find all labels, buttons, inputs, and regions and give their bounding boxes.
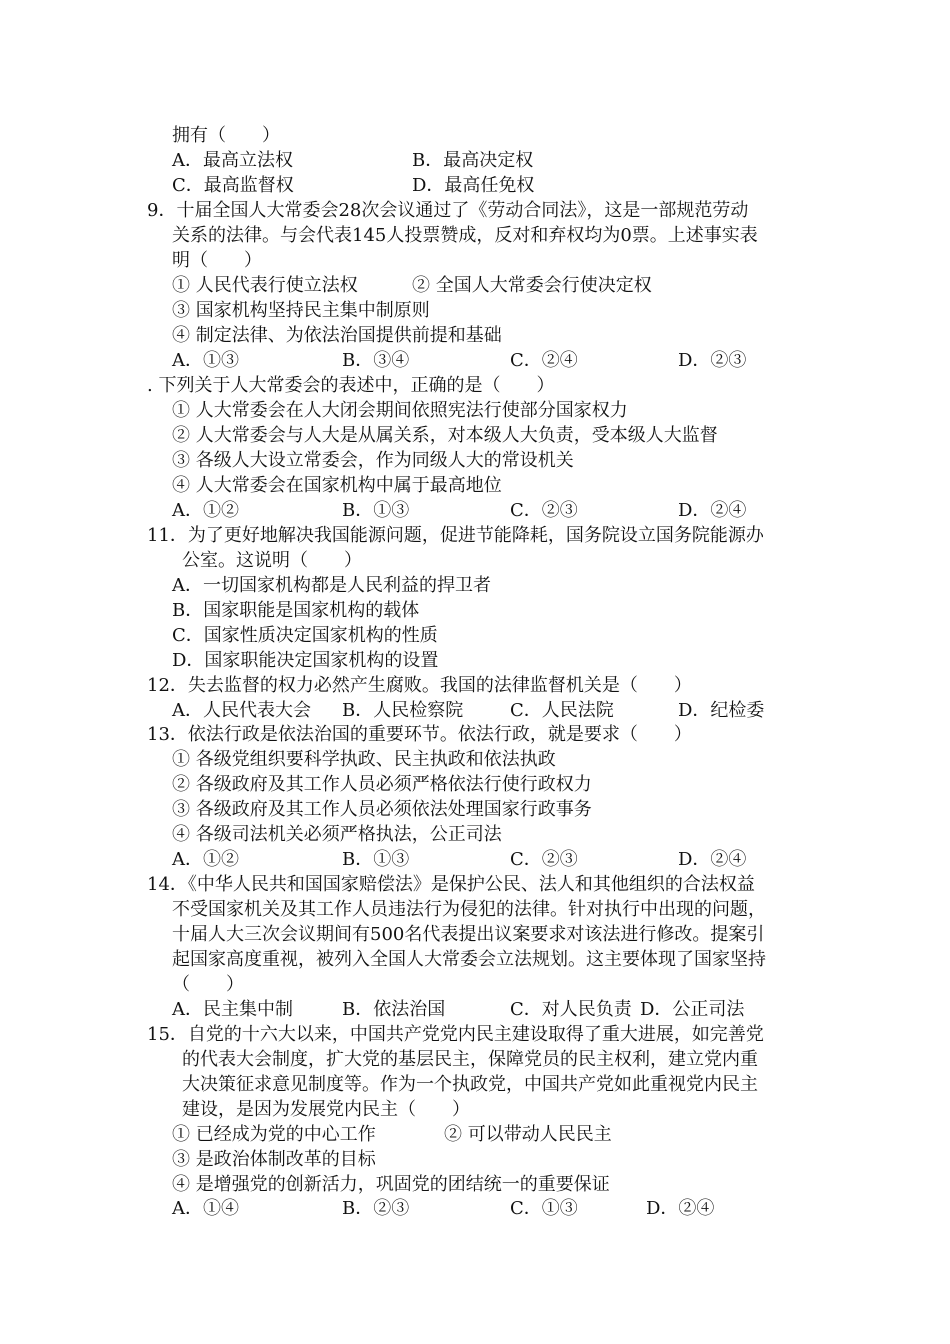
q12-option-c: C．人民法院 xyxy=(510,700,614,721)
q12-option-a: A．人民代表大会 xyxy=(172,700,311,721)
q15-stem-line4: 建设，是因为发展党内民主（ ） xyxy=(182,1099,470,1120)
q15-stem-line1: 15．自党的十六大以来，中国共产党党内民主建设取得了重大进展，如完善党 xyxy=(147,1024,764,1045)
q11-option-c: C．国家性质决定国家机构的性质 xyxy=(172,625,438,646)
q11-stem-line1: 11．为了更好地解决我国能源问题，促进节能降耗，国务院设立国务院能源办 xyxy=(147,525,764,546)
q14-option-c: C．对人民负责 xyxy=(510,999,632,1020)
q9-stem-line2: 关系的法律。与会代表145人投票赞成，反对和弃权均为0票。上述事实表 xyxy=(172,225,758,246)
q13-option-a: A．①② xyxy=(172,849,239,870)
q14-option-b: B．依法治国 xyxy=(342,999,446,1020)
q11-option-a: A．一切国家机构都是人民利益的捍卫者 xyxy=(172,575,491,596)
q14-option-d: D．公正司法 xyxy=(640,999,745,1020)
q10-statement-4: ④ 人大常委会在国家机构中属于最高地位 xyxy=(172,475,502,496)
q15-statement-3: ③ 是政治体制改革的目标 xyxy=(172,1149,376,1170)
q15-option-d: D．②④ xyxy=(646,1198,715,1219)
q13-option-c: C．②③ xyxy=(510,849,578,870)
q14-stem-line5: （ ） xyxy=(172,974,244,995)
q10-statement-2: ② 人大常委会与人大是从属关系，对本级人大负责，受本级人大监督 xyxy=(172,425,718,446)
q13-statement-2: ② 各级政府及其工作人员必须严格依法行使行政权力 xyxy=(172,774,592,795)
q9-statement-1: ① 人民代表行使立法权 xyxy=(172,275,358,296)
q8-option-d: D．最高任免权 xyxy=(412,175,535,196)
q9-stem-line3: 明（ ） xyxy=(172,250,262,271)
q15-option-b: B．②③ xyxy=(342,1198,410,1219)
q15-option-a: A．①④ xyxy=(172,1198,239,1219)
q9-option-d: D．②③ xyxy=(678,350,747,371)
q13-statement-4: ④ 各级司法机关必须严格执法，公正司法 xyxy=(172,824,502,845)
q9-option-c: C．②④ xyxy=(510,350,578,371)
q14-stem-line2: 不受国家机关及其工作人员违法行为侵犯的法律。针对执行中出现的问题， xyxy=(172,899,766,920)
q9-statement-4: ④ 制定法律、为依法治国提供前提和基础 xyxy=(172,325,502,346)
q9-statement-2: ② 全国人大常委会行使决定权 xyxy=(412,275,652,296)
q13-stem: 13．依法行政是依法治国的重要环节。依法行政，就是要求（ ） xyxy=(147,724,692,745)
q14-stem-line3: 十届人大三次会议期间有500名代表提出议案要求对该法进行修改。提案引 xyxy=(172,924,765,945)
q14-stem-line1: 14．《中华人民共和国国家赔偿法》是保护公民、法人和其他组织的合法权益 xyxy=(147,874,755,895)
q8-stem-continuation: 拥有（ ） xyxy=(172,125,280,146)
q15-stem-line2: 的代表大会制度，扩大党的基层民主，保障党员的民主权利，建立党内重 xyxy=(182,1049,758,1070)
q8-option-c: C．最高监督权 xyxy=(172,175,294,196)
q10-option-d: D．②④ xyxy=(678,500,747,521)
q10-option-b: B．①③ xyxy=(342,500,410,521)
q14-stem-line4: 起国家高度重视，被列入全国人大常委会立法规划。这主要体现了国家坚持 xyxy=(172,949,766,970)
q11-option-d: D．国家职能决定国家机构的设置 xyxy=(172,650,439,671)
q13-statement-3: ③ 各级政府及其工作人员必须依法处理国家行政事务 xyxy=(172,799,592,820)
q10-statement-3: ③ 各级人大设立常委会，作为同级人大的常设机关 xyxy=(172,450,574,471)
q15-statement-4: ④ 是增强党的创新活力，巩固党的团结统一的重要保证 xyxy=(172,1174,610,1195)
q15-option-c: C．①③ xyxy=(510,1198,578,1219)
q11-stem-line2: 公室。这说明（ ） xyxy=(182,550,362,571)
q9-stem-line1: 9．十届全国人大常委会28次会议通过了《劳动合同法》，这是一部规范劳动 xyxy=(147,200,749,221)
q12-option-b: B．人民检察院 xyxy=(342,700,464,721)
q14-option-a: A．民主集中制 xyxy=(172,999,293,1020)
q9-option-a: A．①③ xyxy=(172,350,239,371)
q11-option-b: B．国家职能是国家机构的载体 xyxy=(172,600,420,621)
q9-statement-3: ③ 国家机构坚持民主集中制原则 xyxy=(172,300,430,321)
q10-option-c: C．②③ xyxy=(510,500,578,521)
q10-option-a: A．①② xyxy=(172,500,239,521)
q12-option-d: D．纪检委 xyxy=(678,700,765,721)
q12-stem: 12．失去监督的权力必然产生腐败。我国的法律监督机关是（ ） xyxy=(147,675,692,696)
q8-option-b: B．最高决定权 xyxy=(412,150,534,171)
q13-statement-1: ① 各级党组织要科学执政、民主执政和依法执政 xyxy=(172,749,556,770)
q15-stem-line3: 大决策征求意见制度等。作为一个执政党，中国共产党如此重视党内民主 xyxy=(182,1074,758,1095)
q9-option-b: B．③④ xyxy=(342,350,410,371)
q10-stem: . 下列关于人大常委会的表述中，正确的是（ ） xyxy=(147,375,555,396)
q8-option-a: A．最高立法权 xyxy=(172,150,293,171)
q10-statement-1: ① 人大常委会在人大闭会期间依照宪法行使部分国家权力 xyxy=(172,400,628,421)
q13-option-b: B．①③ xyxy=(342,849,410,870)
q15-statement-1: ① 已经成为党的中心工作 xyxy=(172,1124,376,1145)
q13-option-d: D．②④ xyxy=(678,849,747,870)
q15-statement-2: ② 可以带动人民民主 xyxy=(444,1124,612,1145)
